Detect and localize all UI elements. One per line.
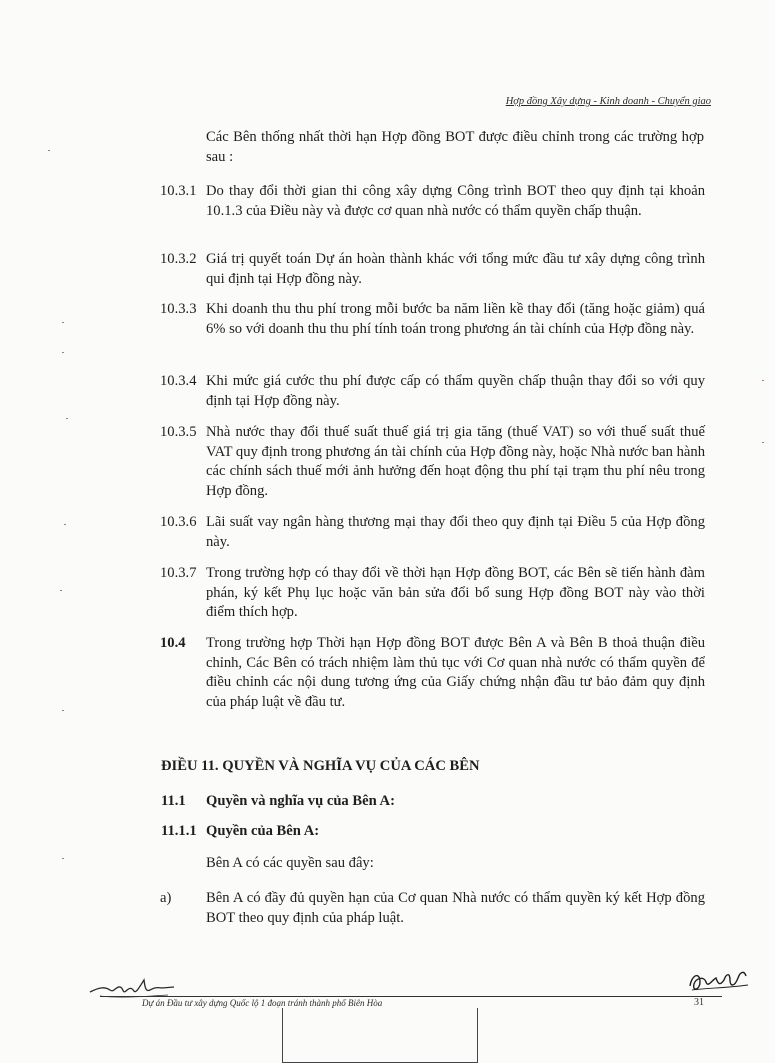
item-text: Bên A có đầy đủ quyền hạn của Cơ quan Nhà nước có thẩm quyền ký kết Hợp đồng BOT theo quy định của pháp luật. [206,890,705,926]
section-heading-11-1-1 [161,823,319,840]
clause-text: Trong trường hợp Thời hạn Hợp đồng BOT được Bên A và Bên B thoả thuận điều chỉnh, Các Bên có trách nhiệm làm thủ tục với Cơ quan nhà nước có thẩm quyền để điều chỉnh các nội dung tương ứng của Giấy chứng nhận đầu tư bảo đảm quy định của pháp luật về đầu tư. [206,635,705,710]
clause-number: 10.3.1 [160,183,197,199]
clause-text: Khi mức giá cước thu phí được cấp có thẩm quyền chấp thuận thay đổi so với quy định tại Hợp đồng này. [206,373,705,409]
clause-10-3-1 [160,182,705,221]
item-letter: a) [160,890,172,906]
clause-10-4 [160,634,705,712]
right-item-a [160,889,705,928]
clause-text: Nhà nước thay đổi thuế suất thuế giá trị gia tăng (thuế VAT) so với thuế suất thuế VAT quy định trong phương án tài chính của Hợp đồng này, hoặc Nhà nước ban hành các chính sách thuế mới ảnh hưởng đến hoạt động thu phí tại trạm thu phí nêu trong Hợp đồng. [206,424,705,499]
clause-text: Do thay đổi thời gian thi công xây dựng Công trình BOT theo quy định tại khoản 10.1.3 của Điều này và được cơ quan nhà nước có thẩm quyền chấp thuận. [206,183,705,219]
section-title: Quyền của Bên A: [206,823,320,839]
clause-10-3-5 [160,423,705,501]
section-number: 11.1.1 [161,823,197,839]
article-heading: ĐIỀU 11. QUYỀN VÀ NGHĨA VỤ CỦA CÁC BÊN [161,758,480,774]
section-number: 11.1 [161,793,186,809]
clause-text: Trong trường hợp có thay đổi về thời hạn Hợp đồng BOT, các Bên sẽ tiến hành đàm phán, ký kết Phụ lục hoặc văn bản sửa đổi bổ sung Hợp đồng BOT này vào thời điểm thích hợp. [206,565,705,620]
clause-text: Khi doanh thu thu phí trong mỗi bước ba năm liền kề thay đổi (tăng hoặc giảm) quá 6% so với doanh thu thu phí tính toán trong phương án tài chính của Hợp đồng này. [206,301,705,337]
footer-project-name: Dự án Đầu tư xây dựng Quốc lộ 1 đoạn tránh thành phố Biên Hòa [142,998,383,1008]
clause-number: 10.3.5 [160,424,197,440]
section-heading-11-1 [161,793,395,810]
clause-number: 10.3.6 [160,514,197,530]
bottom-stamp-box [282,1008,478,1063]
clause-text: Giá trị quyết toán Dự án hoàn thành khác với tổng mức đầu tư xây dựng công trình qui định tại Hợp đồng này. [206,251,705,287]
rights-intro: Bên A có các quyền sau đây: [206,855,374,871]
clause-number: 10.3.2 [160,251,197,267]
clause-10-3-4 [160,372,705,411]
clause-number: 10.3.3 [160,301,197,317]
clause-10-3-7 [160,564,705,623]
clause-number: 10.3.7 [160,565,197,581]
page-number: 31 [694,997,704,1008]
running-header: Hợp đồng Xây dựng - Kinh doanh - Chuyển giao [505,96,711,107]
clause-10-3-3 [160,300,705,339]
footer-rule [100,996,722,997]
section-title: Quyền và nghĩa vụ của Bên A: [206,793,395,809]
clause-10-3-6 [160,513,705,552]
intro-paragraph: Các Bên thống nhất thời hạn Hợp đồng BOT được điều chỉnh trong các trường hợp sau : [206,129,704,165]
clause-text: Lãi suất vay ngân hàng thương mại thay đổi theo quy định tại Điều 5 của Hợp đồng này. [206,514,705,550]
clause-number: 10.3.4 [160,373,197,389]
clause-10-3-2 [160,250,705,289]
clause-number: 10.4 [160,635,186,651]
